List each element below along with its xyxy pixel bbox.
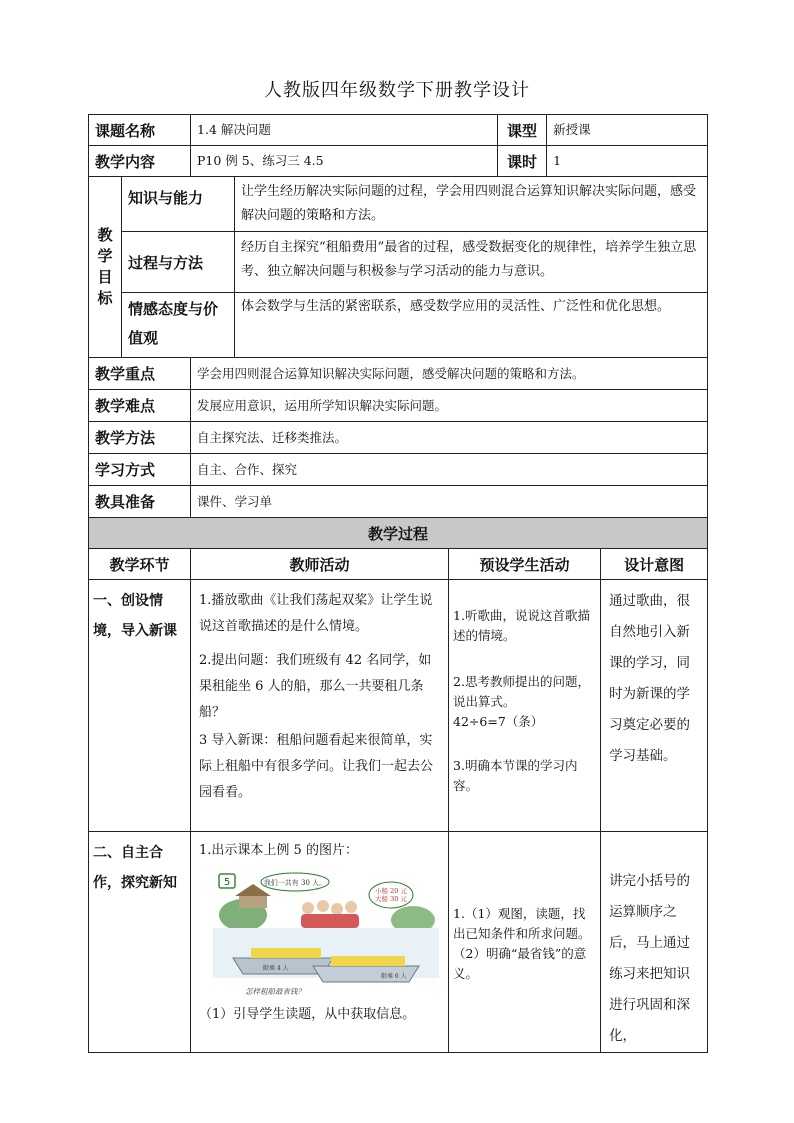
type-label: 课型 (498, 115, 547, 146)
key-point-label: 教学重点 (89, 358, 191, 390)
child-icon (317, 900, 329, 912)
topic-label: 课题名称 (89, 115, 191, 146)
pavilion-icon (239, 894, 267, 908)
content-value: P10 例 5、练习三 4.5 (191, 146, 498, 177)
difficulty-value: 发展应用意识，运用所学知识解决实际问题。 (191, 390, 708, 422)
child-icon (302, 902, 314, 914)
objective-label-process: 过程与方法 (122, 232, 235, 293)
stage2-student-activity (449, 832, 601, 1053)
content-label: 教学内容 (89, 146, 191, 177)
objective-text-knowledge: 让学生经历解决实际问题的过程，学会用四则混合运算知识解决实际问题，感受解决问题的策略和方法。 (235, 177, 708, 232)
stage2-name: 二、自主合作，探究新知 (89, 832, 191, 1053)
col-student-header: 预设学生活动 (449, 549, 601, 580)
boat-rental-picture (213, 870, 439, 1000)
price-big-boat: 大船 30 元 (375, 895, 407, 903)
topic-value: 1.4 解决问题 (191, 115, 498, 146)
small-boat-label: 限乘 4 人 (263, 965, 289, 972)
stage1-teacher-step: 2.提出问题：我们班级有 42 名同学，如果租能坐 6 人的船，那么一共要租几条船？ (199, 653, 432, 720)
speech-bubble-text: 我们一共有 30 人。 (263, 879, 327, 887)
objective-text-attitude: 体会数学与生活的紧密联系，感受数学应用的灵活性、广泛性和优化思想。 (235, 293, 708, 358)
child-icon (331, 903, 343, 915)
child-icon (345, 901, 357, 913)
objective-label-knowledge: 知识与能力 (122, 177, 235, 232)
example5-illustration (213, 870, 439, 1000)
stage1-teacher-step: 1.播放歌曲《让我们荡起双桨》让学生说说这首歌描述的是什么情境。 (199, 593, 433, 634)
col-intent-header: 设计意图 (601, 549, 708, 580)
stage1-student-activity (449, 580, 601, 832)
stage1-student-formula: 42÷6=7（条） (453, 714, 544, 729)
illustration-question: 怎样租船最省钱？ (245, 987, 306, 996)
example-badge-number: 5 (223, 877, 231, 888)
objective-label-attitude: 情感态度与价值观 (122, 293, 235, 358)
key-point-value: 学会用四则混合运算知识解决实际问题，感受解决问题的策略和方法。 (191, 358, 708, 390)
difficulty-label: 教学难点 (89, 390, 191, 422)
objective-text-process: 经历自主探究“租船费用”最省的过程，感受数据变化的规律性，培养学生独立思考、独立解决问题与积极参与学习活动的能力与意识。 (235, 232, 708, 293)
stage2-teacher-activity (191, 832, 449, 1053)
stage1-teacher-step: 3 导入新课：租船问题看起来很简单，实际上租船中有很多学问。让我们一起去公园看看。 (199, 733, 434, 800)
lesson-plan-table (88, 114, 708, 1053)
stage1-student-step: 3.明确本节课的学习内容。 (453, 758, 578, 793)
method-value: 自主探究法、迁移类推法。 (191, 422, 708, 454)
materials-value: 课件、学习单 (191, 486, 708, 518)
stage2-student-step: 1.（1）观图，读题，找出已知条件和所求问题。 (453, 906, 591, 941)
period-label: 课时 (498, 146, 547, 177)
period-value: 1 (547, 146, 708, 177)
stage1-student-step: 2.思考教师提出的问题，说出算式。 (453, 674, 590, 709)
materials-label: 教具准备 (89, 486, 191, 518)
stage1-name: 一、创设情境，导入新课 (89, 580, 191, 832)
stage2-intent: 讲完小括号的运算顺序之后，马上通过练习来把知识进行巩固和深化， (601, 832, 708, 1053)
stage1-teacher-activity (191, 580, 449, 832)
page-title: 人教版四年级数学下册教学设计 (264, 80, 530, 101)
stage2-student-step: （2）明确“最省钱”的意义。 (453, 946, 587, 981)
type-value: 新授课 (547, 115, 708, 146)
stage2-teacher-step: （1）引导学生读题，从中获取信息。 (199, 1007, 416, 1022)
stage2-teacher-intro: 1.出示课本上例 5 的图片： (199, 843, 358, 858)
stage1-intent: 通过歌曲，很自然地引入新课的学习，同时为新课的学习奠定必要的学习基础。 (601, 580, 708, 832)
col-stage-header: 教学环节 (89, 549, 191, 580)
stage1-student-step: 1.听歌曲，说说这首歌描述的情境。 (453, 608, 590, 643)
price-small-boat: 小船 20 元 (375, 887, 407, 895)
objectives-heading: 教 学 目 标 (89, 177, 122, 358)
process-section-title: 教学过程 (89, 518, 708, 549)
method-label: 教学方法 (89, 422, 191, 454)
col-teacher-header: 教师活动 (191, 549, 449, 580)
big-boat-label: 限乘 6 人 (381, 973, 407, 980)
learning-mode-label: 学习方式 (89, 454, 191, 486)
learning-mode-value: 自主、合作、探究 (191, 454, 708, 486)
